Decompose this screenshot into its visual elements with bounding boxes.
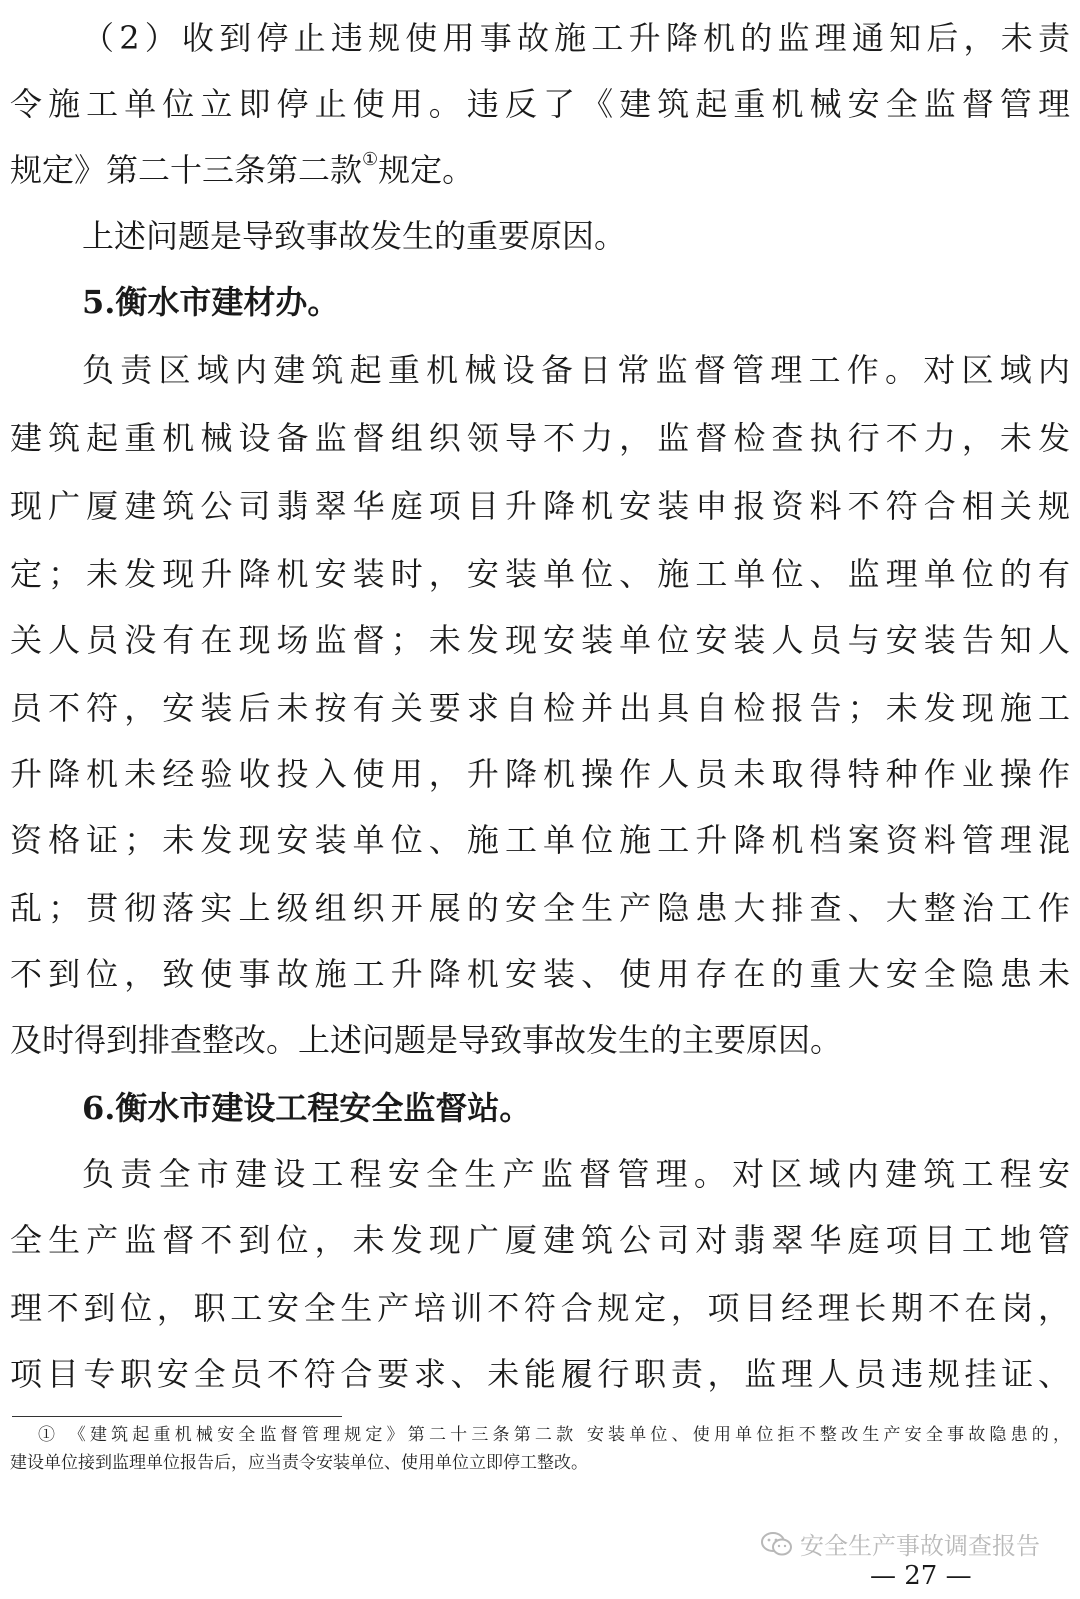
body-line-3-text: 规定》第二十三条第二款	[10, 151, 363, 189]
body-line-1: （2）收到停止违规使用事故施工升降机的监理通知后，未责	[82, 19, 1070, 57]
body-line-12: 升降机未经验收投入使用，升降机操作人员未取得特种作业操作	[10, 755, 1070, 793]
body-line-15: 不到位，致使事故施工升降机安装、使用存在的重大安全隐患未	[10, 955, 1070, 993]
body-line-3	[10, 150, 1070, 190]
footnote-line-1: ① 《建筑起重机械安全监督管理规定》第二十三条第二款 安装单位、使用单位拒不整改生产安全事故隐患的，	[38, 1425, 1070, 1445]
page-number: — 27 —	[870, 1561, 972, 1591]
body-line-7: 建筑起重机械设备监督组织领导不力，监督检查执行不力，未发	[10, 419, 1070, 457]
footnote-line-2: 建设单位接到监理单位报告后，应当责令安装单位、使用单位立即停工整改。	[10, 1453, 588, 1473]
watermark-text: 安全生产事故调查报告	[800, 1532, 1040, 1560]
watermark	[760, 1526, 1040, 1561]
body-line-20: 理不到位，职工安全生产培训不符合规定，项目经理长期不在岗，	[10, 1289, 1070, 1327]
body-line-14: 乱；贯彻落实上级组织开展的安全生产隐患大排查、大整治工作	[10, 889, 1070, 927]
section-heading-5: 5.衡水市建材办。	[82, 283, 340, 321]
body-line-10: 关人员没有在现场监督；未发现安装单位安装人员与安装告知人	[10, 621, 1070, 659]
body-line-16: 及时得到排查整改。上述问题是导致事故发生的主要原因。	[10, 1021, 843, 1059]
body-line-13: 资格证；未发现安装单位、施工单位施工升降机档案资料管理混	[10, 821, 1070, 859]
body-line-6: 负责区域内建筑起重机械设备日常监督管理工作。对区域内	[82, 351, 1070, 389]
body-line-4: 上述问题是导致事故发生的重要原因。	[82, 217, 627, 255]
section-heading-6: 6.衡水市建设工程安全监督站。	[82, 1089, 532, 1127]
body-line-19: 全生产监督不到位，未发现广厦建筑公司对翡翠华庭项目工地管	[10, 1221, 1070, 1259]
body-line-11: 员不符，安装后未按有关要求自检并出具自检报告；未发现施工	[10, 689, 1070, 727]
body-line-2: 令施工单位立即停止使用。违反了《建筑起重机械安全监督管理	[10, 85, 1070, 123]
body-line-3-tail: 规定。	[378, 151, 475, 189]
body-line-21: 项目专职安全员不符合要求、未能履行职责，监理人员违规挂证、	[10, 1355, 1070, 1393]
wechat-icon	[760, 1531, 794, 1557]
body-line-9: 定；未发现升降机安装时，安装单位、施工单位、监理单位的有	[10, 555, 1070, 593]
body-line-8: 现广厦建筑公司翡翠华庭项目升降机安装申报资料不符合相关规	[10, 487, 1070, 525]
footnote-marker: ①	[362, 149, 379, 171]
body-line-18: 负责全市建设工程安全生产监督管理。对区域内建筑工程安	[82, 1155, 1070, 1193]
footnote-divider	[12, 1416, 342, 1417]
